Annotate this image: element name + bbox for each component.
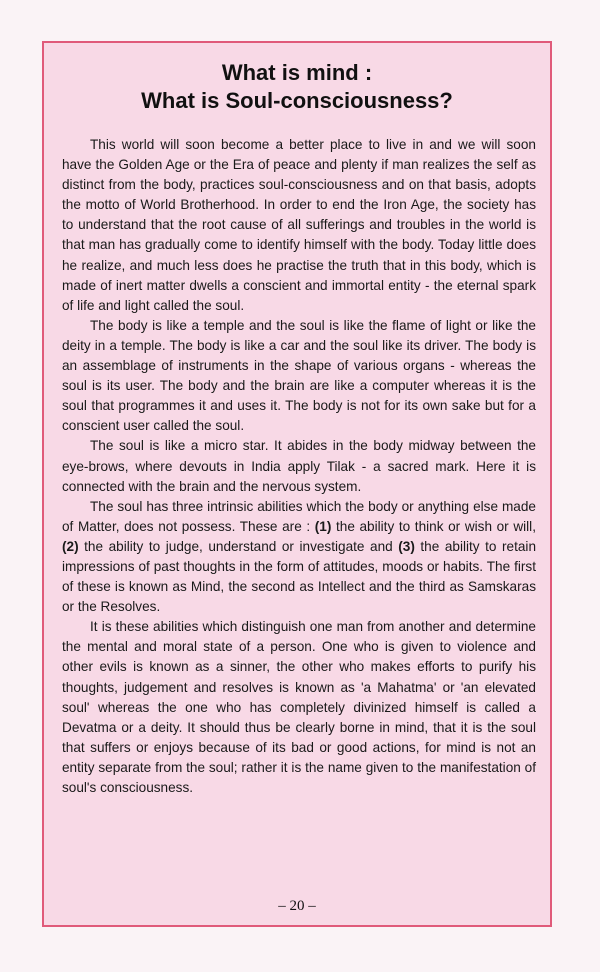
paragraph-5: It is these abilities which distinguish one man from another and determine the mental and moral state of a person. One who is given to violence and other evils is known as a sinner, the other who makes efforts to purify his thoughts, judgement and resolves is known as 'a Mahatma' or 'an elevated soul' whereas the one who has completely divinized himself is called a Devatma or a deity. It should thus be clearly borne in mind, that it is the soul that suffers or enjoys because of its bad or good actions, for mind is not an entity separate from the soul; rather it is the name given to the manifestation of soul's consciousness.	[62, 619, 536, 795]
abilities-intro: The soul has three intrinsic abilities which the body or anything else made of Matter, does not possess. These are :	[62, 498, 536, 534]
title-line-1: What is mind :	[221, 60, 373, 85]
ability-number-2: (2)	[62, 538, 79, 554]
ability-number-3: (3)	[398, 538, 415, 554]
ability-text-1: the ability to think or wish or will,	[331, 518, 536, 534]
ability-text-3: the ability to retain impressions of past thoughts in the form of attitudes, moods or habits. The first of these is known as Mind, the second as Intellect and the third as Samskaras or the Resolves.	[62, 538, 537, 615]
paragraph-1: This world will soon become a better place to live in and we will soon have the Golden Age or the Era of peace and plenty if man realizes the self as distinct from the body, practices soul-consciousness and on that basis, adopts the motto of World Brotherhood. In order to end the Iron Age, the society has to understand that the root cause of all sufferings and troubles in the world is that man has gradually come to identify himself with the body. Today little does he realize, and much less does he practise the truth that in this body, which is made of inert matter dwells a conscient and immortal entity - the eternal spark of life and light called the soul.	[62, 137, 536, 313]
paragraph-3: The soul is like a micro star. It abides in the body midway between the eye-brows, where devouts in India apply Tilak - a sacred mark. Here it is connected with the brain and the nervous system.	[62, 438, 536, 494]
page-frame	[42, 41, 552, 927]
ability-number-1: (1)	[314, 518, 332, 534]
title-line-2: What is Soul-consciousness?	[141, 88, 453, 113]
ability-text-2: the ability to judge, understand or investigate and	[78, 538, 399, 554]
paragraph-abilities	[62, 497, 536, 618]
paragraph-2: The body is like a temple and the soul is like the flame of light or like the deity in a temple. The body is like a car and the soul like its driver. The body is an assemblage of instruments in the shape of various organs - whereas the soul is its user. The body and the brain are like a computer whereas it is the soul that programmes it and uses it. The body is not for its own sake but for a conscient user called the soul.	[62, 317, 536, 434]
body-text	[62, 135, 536, 798]
page-number: – 20 –	[278, 898, 316, 914]
page-title	[44, 59, 550, 115]
